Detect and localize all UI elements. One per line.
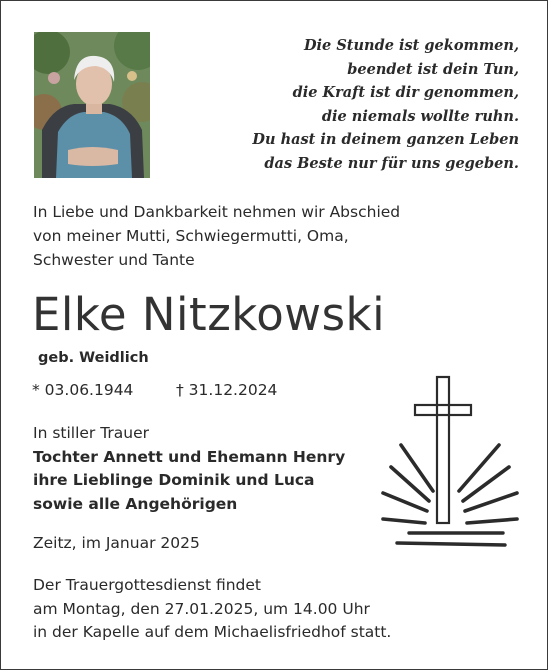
farewell-intro xyxy=(33,200,400,272)
poem-line: Die Stunde ist gekommen, xyxy=(303,37,519,54)
service-info xyxy=(33,574,391,645)
poem-line: die niemals wollte ruhn. xyxy=(321,107,519,125)
portrait-photo-image xyxy=(34,32,150,178)
poem-line: Du hast in deinem ganzen Leben xyxy=(252,131,519,148)
birth-date: * 03.06.1944 xyxy=(32,381,134,399)
maiden-name: geb. Weidlich xyxy=(38,350,149,366)
place-and-date: Zeitz, im Januar 2025 xyxy=(33,534,200,552)
service-line: in der Kapelle auf dem Michaelisfriedhof statt. xyxy=(33,623,392,641)
intro-line: Schwester und Tante xyxy=(33,251,195,269)
cross-with-rising-sun-icon xyxy=(379,375,521,551)
service-line: Der Trauergottesdienst findet xyxy=(33,576,262,594)
death-date: † 31.12.2024 xyxy=(176,381,278,399)
poem-line: das Beste nur für uns gegeben. xyxy=(264,154,519,172)
memorial-poem xyxy=(199,34,519,175)
mourner-line: ihre Lieblinge Dominik und Luca xyxy=(33,471,315,489)
life-dates xyxy=(32,381,278,399)
intro-line: von meiner Mutti, Schwiegermutti, Oma, xyxy=(33,227,349,245)
poem-line: die Kraft ist dir genommen, xyxy=(292,84,519,101)
poem-line: beendet ist dein Tun, xyxy=(347,60,519,78)
mourner-line: Tochter Annett und Ehemann Henry xyxy=(33,447,346,466)
service-line: am Montag, den 27.01.2025, um 14.00 Uhr xyxy=(33,599,370,618)
mourners-intro: In stiller Trauer xyxy=(33,424,150,442)
mourner-line: sowie alle Angehörigen xyxy=(33,494,238,513)
mourners-block xyxy=(33,422,345,516)
portrait-photo xyxy=(34,32,150,178)
deceased-name: Elke Nitzkowski xyxy=(32,288,386,341)
intro-line: In Liebe und Dankbarkeit nehmen wir Abschied xyxy=(33,203,401,221)
